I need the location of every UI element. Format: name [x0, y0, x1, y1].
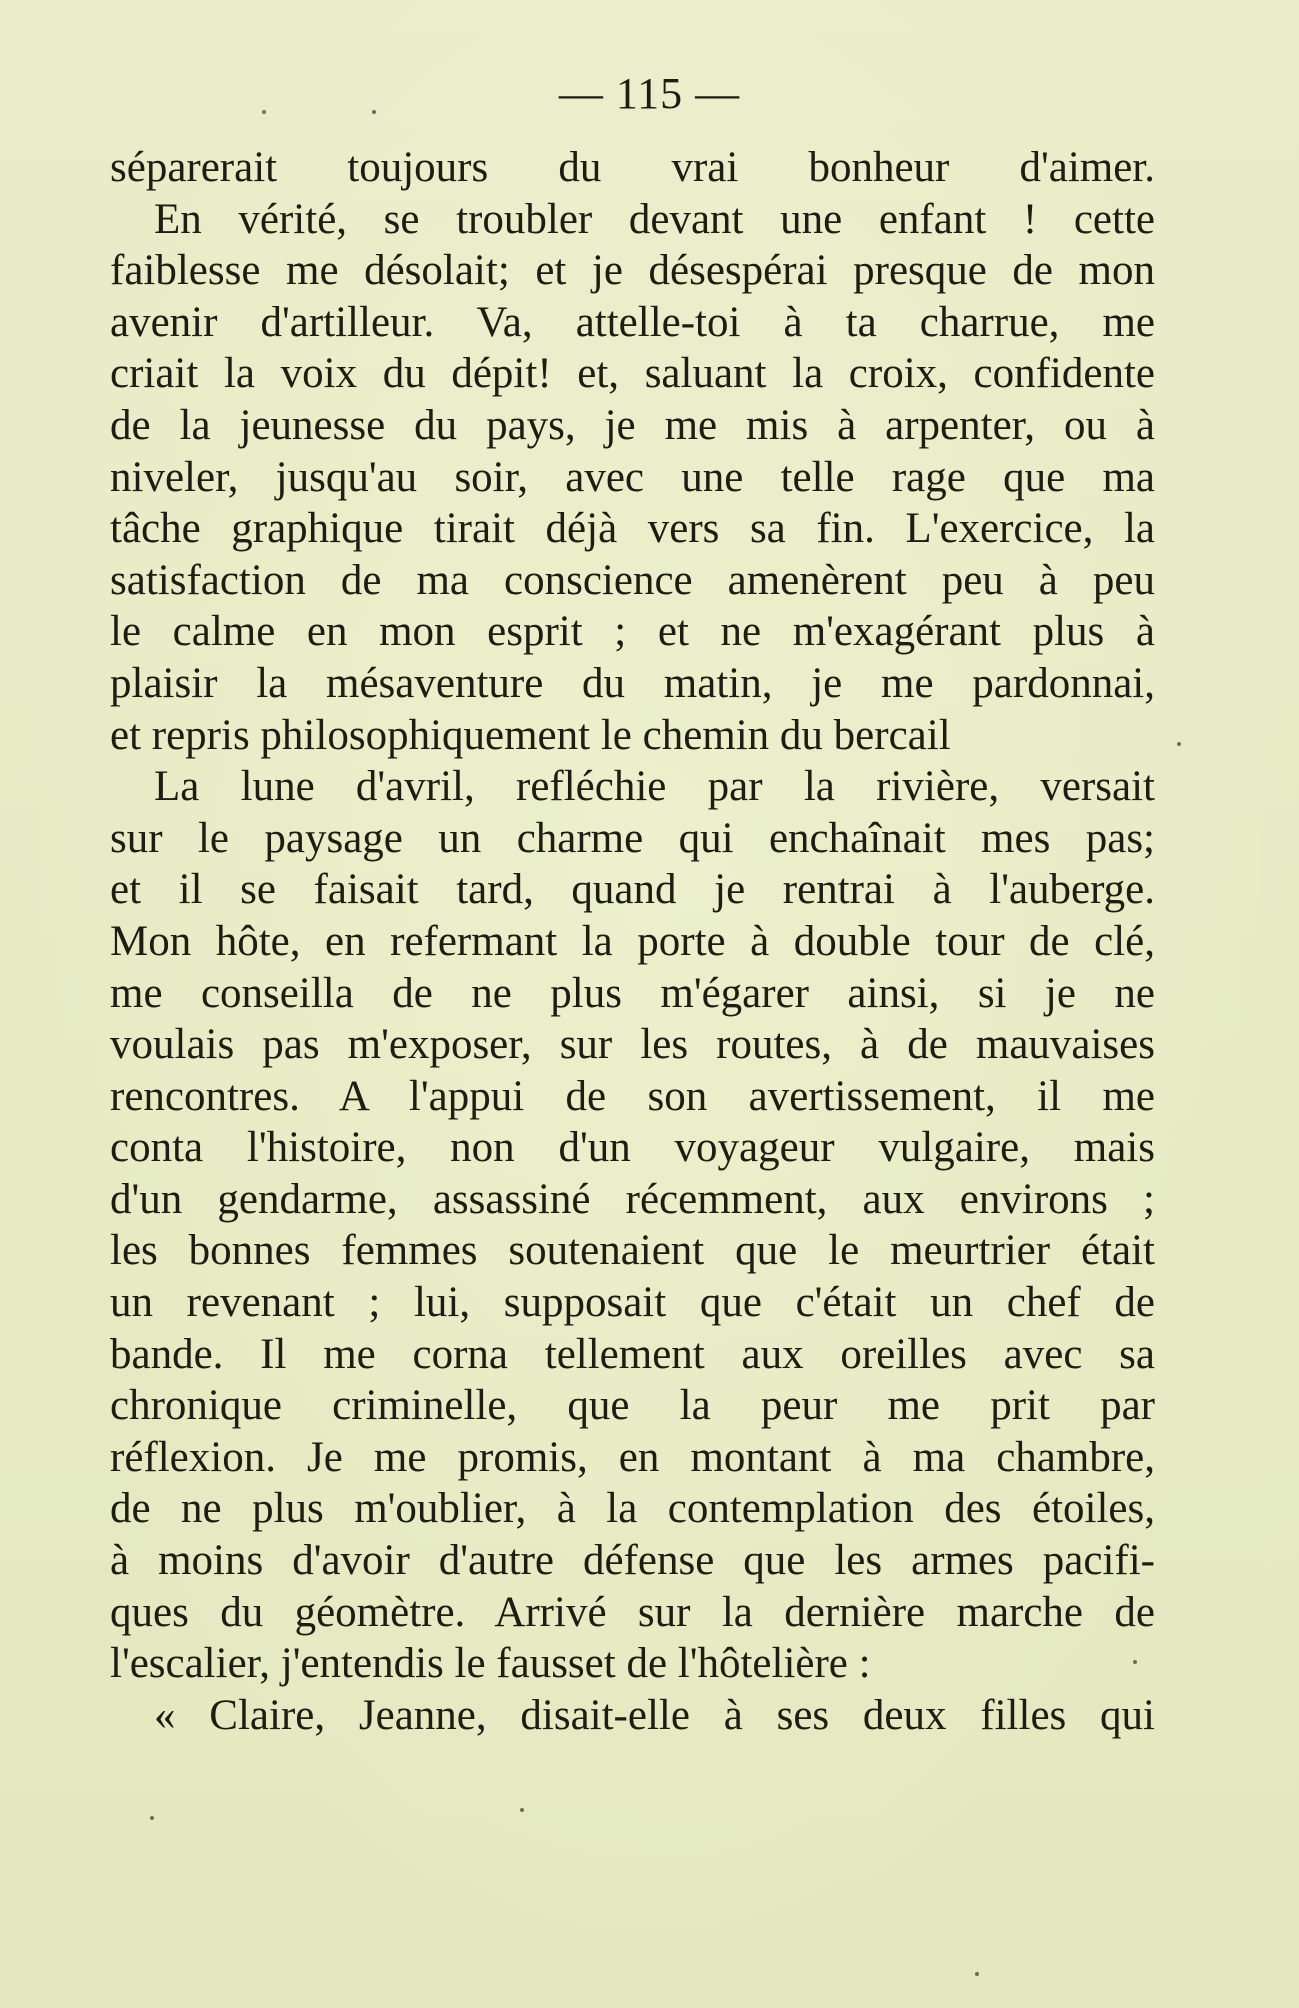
- text-line: bande. Il me corna tellement aux oreilles avec sa: [110, 1330, 1155, 1378]
- ink-speck: [1177, 742, 1181, 746]
- text-line: me conseilla de ne plus m'égarer ainsi, si je ne: [110, 969, 1155, 1017]
- text-line: l'escalier, j'entendis le fausset de l'hôtelière :: [110, 1640, 871, 1688]
- text-line: rencontres. A l'appui de son avertissement, il me: [110, 1072, 1155, 1120]
- ink-speck: [975, 1972, 979, 1976]
- text-line: « Claire, Jeanne, disait-elle à ses deux filles qui: [154, 1691, 1155, 1739]
- text-line: et repris philosophiquement le chemin du bercail: [110, 711, 951, 759]
- text-line: satisfaction de ma conscience amenèrent peu à peu: [110, 556, 1155, 604]
- text-line: La lune d'avril, refléchie par la rivière, versait: [154, 763, 1155, 811]
- ink-speck: [1133, 1660, 1137, 1664]
- ink-speck: [372, 110, 376, 114]
- text-line: à moins d'avoir d'autre défense que les armes pacifi-: [110, 1537, 1155, 1585]
- text-line: réflexion. Je me promis, en montant à ma chambre,: [110, 1433, 1155, 1481]
- page-number: — 115 —: [558, 69, 741, 118]
- text-line: les bonnes femmes soutenaient que le meurtrier était: [110, 1227, 1155, 1275]
- text-line: chronique criminelle, que la peur me prit par: [110, 1382, 1155, 1430]
- text-line: de ne plus m'oublier, à la contemplation des étoiles,: [110, 1485, 1155, 1533]
- text-line: niveler, jusqu'au soir, avec une telle rage que ma: [110, 453, 1155, 501]
- text-line: plaisir la mésaventure du matin, je me pardonnai,: [110, 659, 1155, 707]
- body-text: [110, 142, 1155, 1741]
- text-line: de la jeunesse du pays, je me mis à arpenter, ou à: [110, 401, 1155, 449]
- text-line: avenir d'artilleur. Va, attelle-toi à ta charrue, me: [110, 298, 1155, 346]
- text-line: sur le paysage un charme qui enchaînait mes pas;: [110, 814, 1155, 862]
- text-line: le calme en mon esprit ; et ne m'exagérant plus à: [110, 608, 1155, 656]
- text-line: tâche graphique tirait déjà vers sa fin. L'exercice, la: [110, 505, 1155, 553]
- ink-speck: [150, 1816, 154, 1820]
- text-line: séparerait toujours du vrai bonheur d'aimer.: [110, 144, 1155, 191]
- text-line: un revenant ; lui, supposait que c'était un chef de: [110, 1279, 1155, 1327]
- text-line: d'un gendarme, assassiné récemment, aux environs ;: [110, 1175, 1155, 1223]
- text-line: ques du géomètre. Arrivé sur la dernière marche de: [110, 1588, 1155, 1636]
- text-line: faiblesse me désolait; et je désespérai presque de mon: [110, 247, 1155, 295]
- text-line: Mon hôte, en refermant la porte à double tour de clé,: [110, 917, 1155, 965]
- text-line: conta l'histoire, non d'un voyageur vulgaire, mais: [110, 1124, 1155, 1172]
- text-line: criait la voix du dépit! et, saluant la croix, confidente: [110, 350, 1155, 398]
- ink-speck: [520, 1808, 524, 1812]
- text-line: En vérité, se troubler devant une enfant ! cette: [154, 195, 1155, 243]
- ink-speck: [262, 110, 266, 114]
- text-line: voulais pas m'exposer, sur les routes, à de mauvaises: [110, 1021, 1155, 1069]
- text-line: et il se faisait tard, quand je rentrai à l'auberge.: [110, 866, 1155, 914]
